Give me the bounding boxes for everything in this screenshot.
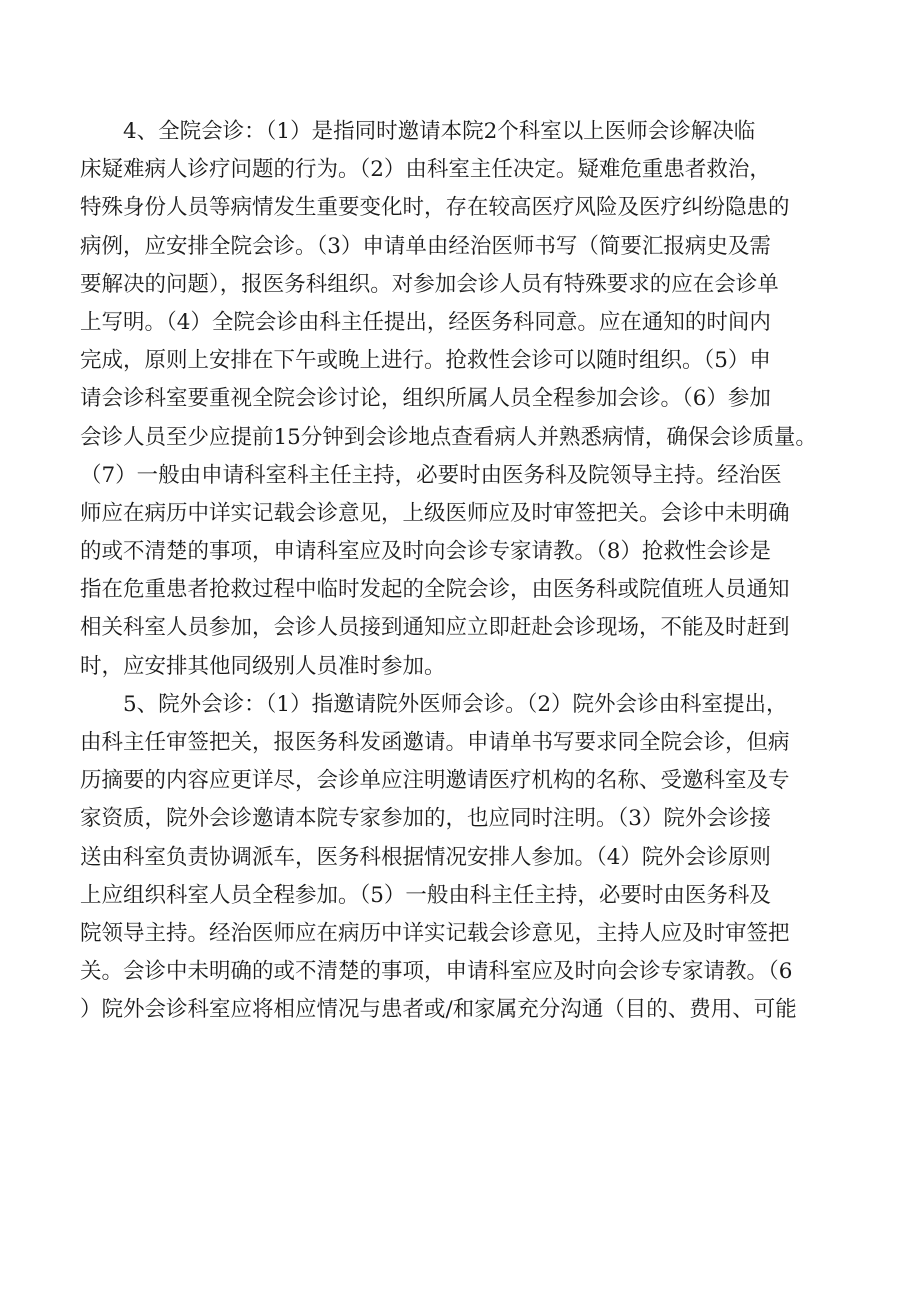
text-line: 床疑难病人诊疗问题的行为。（2）由科室主任决定。疑难危重患者救治， xyxy=(80,157,771,183)
text-line: 特殊身份人员等病情发生重要变化时，存在较高医疗风险及医疗纠纷隐患的 xyxy=(80,195,790,221)
text-line: 4、全院会诊：（1）是指同时邀请本院2个科室以上医师会诊解决临 xyxy=(123,119,756,144)
text-line: 家资质，院外会诊邀请本院专家参加的，也应同时注明。（3）院外会诊接 xyxy=(80,806,771,832)
text-line: 的或不清楚的事项，申请科室应及时向会诊专家请教。（8）抢救性会诊是 xyxy=(80,539,771,565)
text-line: 上写明。（4）全院会诊由科主任提出，经医务科同意。应在通知的时间内 xyxy=(80,309,771,335)
document-body xyxy=(80,113,870,1030)
text-line: 由科主任审签把关，报医务科发函邀请。申请单书写要求同全院会诊，但病 xyxy=(80,730,790,755)
text-line: ）院外会诊科室应将相应情况与患者或/和家属充分沟通（目的、费用、可能 xyxy=(80,997,797,1023)
text-line: 指在危重患者抢救过程中临时发起的全院会诊，由医务科或院值班人员通知 xyxy=(80,577,790,603)
text-line: 关。会诊中未明确的或不清楚的事项，申请科室应及时向会诊专家请教。（6 xyxy=(80,959,793,985)
text-line: 时，应安排其他同级别人员准时参加。 xyxy=(80,653,446,679)
paragraph-external-consultation xyxy=(80,686,870,1030)
text-line: 病例，应安排全院会诊。（3）申请单由经治医师书写（简要汇报病史及需 xyxy=(80,233,771,259)
text-line: 要解决的问题），报医务科组织。对参加会诊人员有特殊要求的应在会诊单 xyxy=(80,271,779,297)
text-line: 请会诊科室要重视全院会诊讨论，组织所属人员全程参加会诊。（6）参加 xyxy=(80,386,771,412)
text-line: 送由科室负责协调派车，医务科根据情况安排人参加。（4）院外会诊原则 xyxy=(80,844,771,870)
text-line: 院领导主持。经治医师应在病历中详实记载会诊意见，主持人应及时审签把 xyxy=(80,920,790,946)
text-line: 相关科室人员参加，会诊人员接到通知应立即赶赴会诊现场，不能及时赶到 xyxy=(80,615,790,641)
text-line: 会诊人员至少应提前15分钟到会诊地点查看病人并熟悉病情，确保会诊质量。 xyxy=(80,424,817,450)
paragraph-hospital-wide-consultation xyxy=(80,113,870,686)
text-line: （7）一般由申请科室科主任主持，必要时由医务科及院领导主持。经治医 xyxy=(80,462,782,488)
text-line: 完成，原则上安排在下午或晚上进行。抢救性会诊可以随时组织。（5）申 xyxy=(80,348,771,374)
text-line: 5、院外会诊：（1）指邀请院外医师会诊。（2）院外会诊由科室提出， xyxy=(123,691,788,717)
text-line: 上应组织科室人员全程参加。（5）一般由科主任主持，必要时由医务科及 xyxy=(80,882,771,908)
text-line: 历摘要的内容应更详尽，会诊单应注明邀请医疗机构的名称、受邀科室及专 xyxy=(80,768,790,794)
text-line: 师应在病历中详实记载会诊意见，上级医师应及时审签把关。会诊中未明确 xyxy=(80,500,790,526)
